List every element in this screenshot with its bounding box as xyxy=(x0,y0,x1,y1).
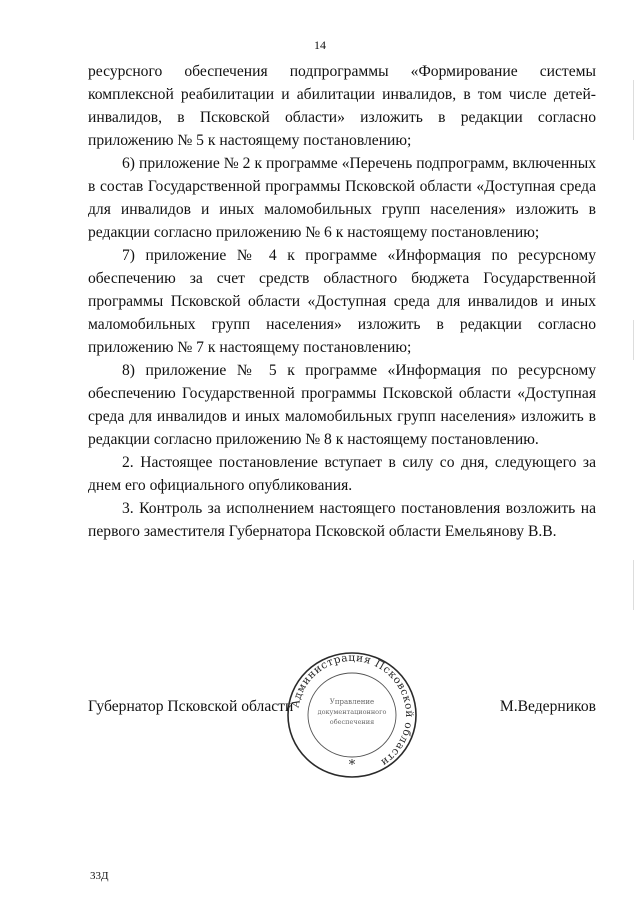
footer-code: 33Д xyxy=(90,870,109,882)
paragraph: ресурсного обеспечения подпрограммы «Формирование системы комплексной реабилитации и абилитации инвалидов, в том числе детей-инвалидов, в Псковской области» изложить в редакции согласно приложению № 5 к настоящему постановлению; xyxy=(88,63,596,149)
paragraph: 2. Настоящее постановление вступает в силу со дня, следующего за днем его официального опубликования. xyxy=(88,454,596,494)
paragraph: 7) приложение № 4 к программе «Информация по ресурсному обеспечению за счет средств областного бюджета Государственной программы Псковской области «Доступная среда для инвалидов и иных маломобильных групп населения» изложить в редакции согласно приложению № 7 к настоящему постановлению; xyxy=(88,247,596,356)
paragraph: 8) приложение № 5 к программе «Информация по ресурсному обеспечению Государственной программы Псковской области «Доступная среда для инвалидов и иных маломобильных групп населения» изложить в редакции согласно приложению № 8 к настоящему постановлению. xyxy=(88,362,596,448)
stamp-inner-line: обеспечения xyxy=(329,718,375,726)
paragraph: 6) приложение № 2 к программе «Перечень подпрограмм, включенных в состав Государственной программы Псковской области «Доступная среда для инвалидов и иных маломобильных групп населения» изложить в редакции согласно приложению № 6 к настоящему постановлению; xyxy=(88,155,596,241)
scan-edge-mark xyxy=(633,80,634,140)
official-seal-stamp xyxy=(282,648,422,782)
paragraph: 3. Контроль за исполнением настоящего постановления возложить на первого заместителя Губернатора Псковской области Емельянову В.В. xyxy=(88,500,596,540)
scan-edge-mark xyxy=(633,560,634,610)
scan-edge-mark xyxy=(633,320,634,360)
stamp-inner-line: документационного xyxy=(317,708,387,716)
stamp-outer-text: Администрация Псковской области xyxy=(289,651,416,769)
stamp-star: * xyxy=(348,758,356,773)
document-body xyxy=(88,60,596,543)
stamp-inner-line: Управление xyxy=(329,698,375,706)
signatory-position: Губернатор Псковской области xyxy=(88,698,294,715)
signatory-name: М.Ведерников xyxy=(499,698,596,715)
page-number: 14 xyxy=(314,38,326,52)
